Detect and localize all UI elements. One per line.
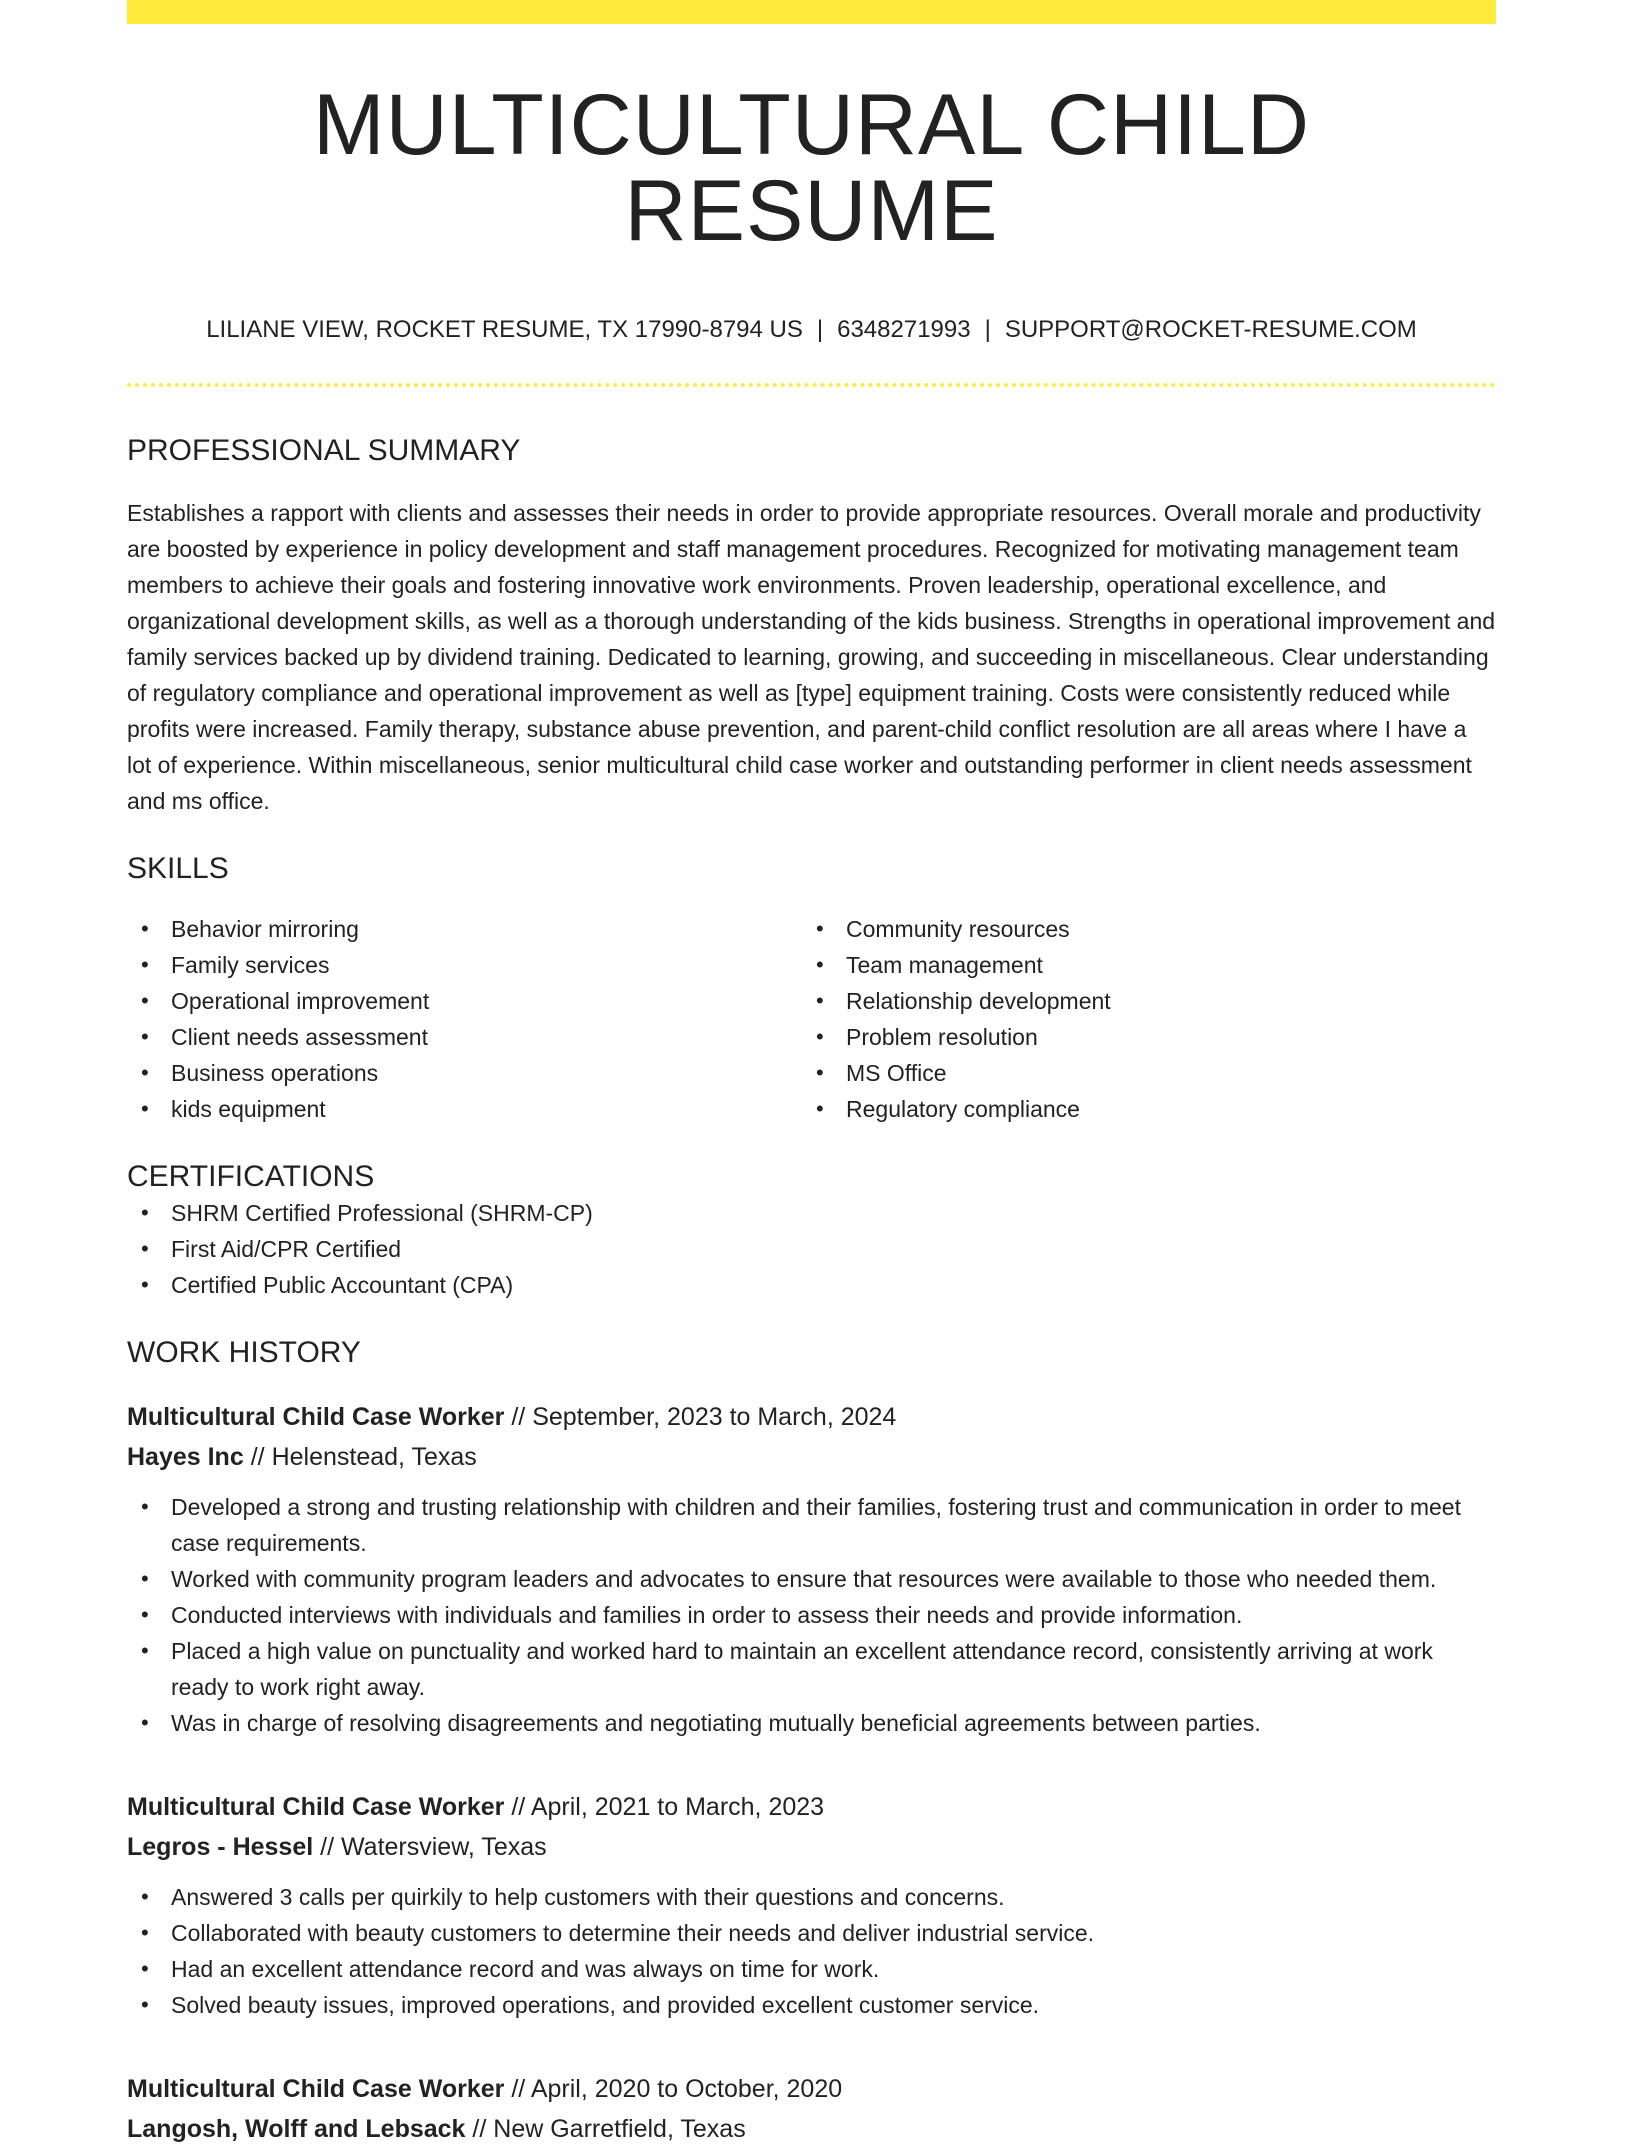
- job-location: Watersview, Texas: [341, 1832, 547, 1861]
- skill-item: • Relationship development: [802, 983, 1477, 1019]
- certifications-list: [127, 1195, 1496, 1303]
- job-company: Hayes Inc: [127, 1442, 244, 1471]
- job-delimiter: //: [320, 1832, 335, 1861]
- job-location: New Garretfield, Texas: [493, 2114, 746, 2143]
- contact-email[interactable]: SUPPORT@ROCKET-RESUME.COM: [1004, 316, 1417, 343]
- job-title-line: [127, 1787, 1496, 1827]
- work-history-list: [127, 1397, 1496, 2149]
- certification-item: • Certified Public Accountant (CPA): [127, 1267, 1496, 1303]
- job-company-line: [127, 1827, 1496, 1867]
- skill-item: • Community resources: [802, 911, 1477, 947]
- resume-title: MULTICULTURAL CHILD RESUME: [313, 77, 1310, 259]
- job-bullet: • Placed a high value on punctuality and worked hard to maintain an excellent attendance record, consistently arriving at work ready to work right away.: [127, 1633, 1496, 1705]
- skills-heading: SKILLS: [127, 851, 229, 885]
- skills-column-right: [802, 911, 1477, 1127]
- skills-column-left: [127, 911, 802, 1127]
- skill-item: • kids equipment: [127, 1091, 802, 1127]
- contact-address: LILIANE VIEW, ROCKET RESUME, TX 17990-8794 US: [206, 316, 803, 343]
- skill-item: • Regulatory compliance: [802, 1091, 1477, 1127]
- skill-item: • Family services: [127, 947, 802, 983]
- job-delimiter: //: [511, 1792, 526, 1821]
- job-company-line: [127, 2109, 1496, 2149]
- job-delimiter: //: [472, 2114, 487, 2143]
- job-bullet: • Developed a strong and trusting relationship with children and their families, fostering trust and communication in order to meet case requirements.: [127, 1489, 1496, 1561]
- job-bullet: • Was in charge of resolving disagreements and negotiating mutually beneficial agreements between parties.: [127, 1705, 1496, 1741]
- skill-item: • Behavior mirroring: [127, 911, 802, 947]
- job-role: Multicultural Child Case Worker: [127, 1402, 505, 1431]
- job-delimiter: //: [511, 1402, 526, 1431]
- job-title-line: [127, 2069, 1496, 2109]
- job-bullets: [127, 1879, 1496, 2023]
- job-location: Helenstead, Texas: [271, 1442, 477, 1471]
- job-company: Langosh, Wolff and Lebsack: [127, 2114, 466, 2143]
- job-dates: April, 2021 to March, 2023: [530, 1792, 825, 1821]
- job-entry: [127, 2069, 1496, 2149]
- job-bullet: • Conducted interviews with individuals and families in order to assess their needs and provide information.: [127, 1597, 1496, 1633]
- accent-top-bar: [127, 0, 1496, 24]
- skill-item: • MS Office: [802, 1055, 1477, 1091]
- job-bullet: • Solved beauty issues, improved operations, and provided excellent customer service.: [127, 1987, 1496, 2023]
- job-company-line: [127, 1437, 1496, 1477]
- job-bullets: [127, 1489, 1496, 1741]
- job-company: Legros - Hessel: [127, 1832, 314, 1861]
- job-entry: [127, 1397, 1496, 1741]
- job-bullet: • Collaborated with beauty customers to determine their needs and deliver industrial service.: [127, 1915, 1496, 1951]
- skill-item: • Problem resolution: [802, 1019, 1477, 1055]
- job-bullet: • Answered 3 calls per quirkily to help customers with their questions and concerns.: [127, 1879, 1496, 1915]
- resume-page: [127, 0, 1496, 2149]
- dotted-divider: [127, 383, 1496, 387]
- certification-item: • SHRM Certified Professional (SHRM-CP): [127, 1195, 1496, 1231]
- contact-separator: |: [984, 316, 991, 343]
- job-entry: [127, 1787, 1496, 2023]
- certifications-heading: CERTIFICATIONS: [127, 1159, 375, 1193]
- summary-text: Establishes a rapport with clients and assesses their needs in order to provide appropriate resources. Overall morale and productivity are boosted by experience in policy development and staff management procedures. Recognized for motivating management team members to achieve their goals and fostering innovative work environments. Proven leadership, operational excellence, and organizational development skills, as well as a thorough understanding of the kids business. Strengths in operational improvement and family services backed up by dividend training. Dedicated to learning, growing, and succeeding in miscellaneous. Clear understanding of regulatory compliance and operational improvement as well as [type] equipment training. Costs were consistently reduced while profits were increased. Family therapy, substance abuse prevention, and parent-child conflict resolution are all areas where I have a lot of experience. Within miscellaneous, senior multicultural child case worker and outstanding performer in client needs assessment and ms office.: [127, 499, 1496, 814]
- job-title-line: [127, 1397, 1496, 1437]
- job-dates: September, 2023 to March, 2024: [532, 1402, 897, 1431]
- skill-item: • Team management: [802, 947, 1477, 983]
- skill-item: • Client needs assessment: [127, 1019, 802, 1055]
- skill-item: • Business operations: [127, 1055, 802, 1091]
- job-delimiter: //: [511, 2074, 526, 2103]
- job-bullet: • Worked with community program leaders and advocates to ensure that resources were available to those who needed them.: [127, 1561, 1496, 1597]
- job-role: Multicultural Child Case Worker: [127, 2074, 505, 2103]
- contact-phone: 6348271993: [837, 316, 971, 343]
- job-dates: April, 2020 to October, 2020: [530, 2074, 843, 2103]
- certification-item: • First Aid/CPR Certified: [127, 1231, 1496, 1267]
- skills-list: [127, 911, 1496, 1127]
- job-delimiter: //: [250, 1442, 265, 1471]
- summary-heading: PROFESSIONAL SUMMARY: [127, 433, 521, 467]
- skill-item: • Operational improvement: [127, 983, 802, 1019]
- contact-line: [127, 316, 1496, 345]
- job-bullet: • Had an excellent attendance record and was always on time for work.: [127, 1951, 1496, 1987]
- job-role: Multicultural Child Case Worker: [127, 1792, 505, 1821]
- contact-separator: |: [816, 316, 824, 343]
- work-history-heading: WORK HISTORY: [127, 1335, 361, 1369]
